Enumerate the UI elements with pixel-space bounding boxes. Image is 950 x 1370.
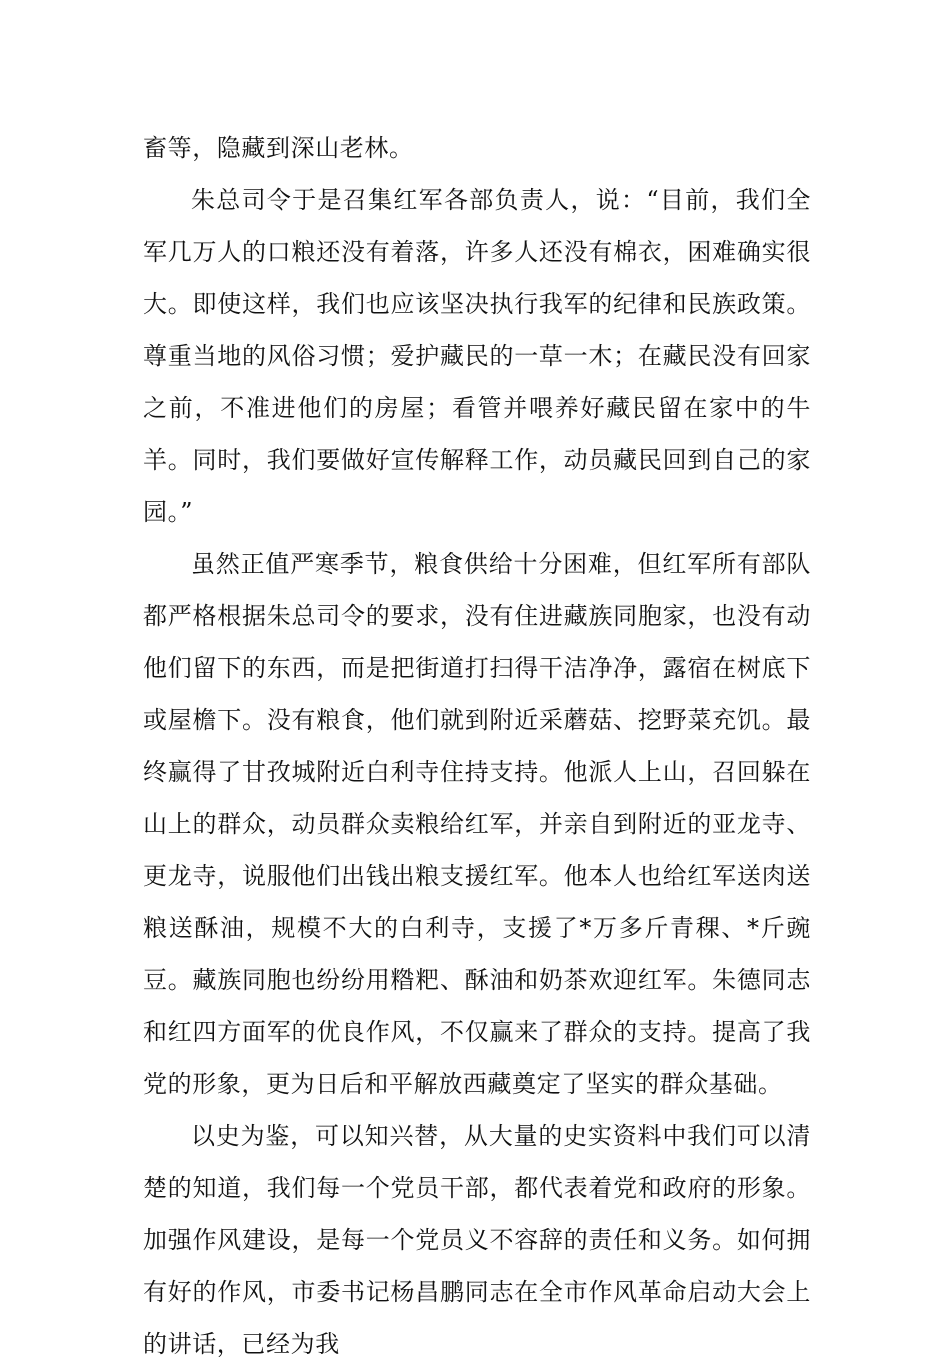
document-body [143, 122, 811, 1370]
paragraph-4: 以史为鉴，可以知兴替，从大量的史实资料中我们可以清楚的知道，我们每一个党员干部，都代表着党和政府的形象。加强作风建设，是每一个党员义不容辞的责任和义务。如何拥有好的作风，市委书记杨昌鹏同志在全市作风革命启动大会上的讲话，已经为我 [143, 1122, 811, 1358]
paragraph-2: 朱总司令于是召集红军各部负责人，说：“目前，我们全军几万人的口粮还没有着落，许多人还没有棉衣，困难确实很大。即使这样，我们也应该坚决执行我军的纪律和民族政策。尊重当地的风俗习惯；爱护藏民的一草一木；在藏民没有回家之前，不准进他们的房屋；看管并喂养好藏民留在家中的牛羊。同时，我们要做好宣传解释工作，动员藏民回到自己的家园。” [143, 186, 811, 526]
paragraph-1: 畜等，隐藏到深山老林。 [143, 134, 414, 162]
paragraph-3: 虽然正值严寒季节，粮食供给十分困难，但红军所有部队都严格根据朱总司令的要求，没有住进藏族同胞家，也没有动他们留下的东西，而是把街道打扫得干洁净净，露宿在树底下或屋檐下。没有粮食，他们就到附近采蘑菇、挖野菜充饥。最终赢得了甘孜城附近白利寺住持支持。他派人上山，召回躲在山上的群众，动员群众卖粮给红军，并亲自到附近的亚龙寺、更龙寺，说服他们出钱出粮支援红军。他本人也给红军送肉送粮送酥油，规模不大的白利寺，支援了*万多斤青稞、*斤豌豆。藏族同胞也纷纷用糌粑、酥油和奶茶欢迎红军。朱德同志和红四方面军的优良作风，不仅赢来了群众的支持。提高了我党的形象，更为日后和平解放西藏奠定了坚实的群众基础。 [143, 550, 811, 1098]
